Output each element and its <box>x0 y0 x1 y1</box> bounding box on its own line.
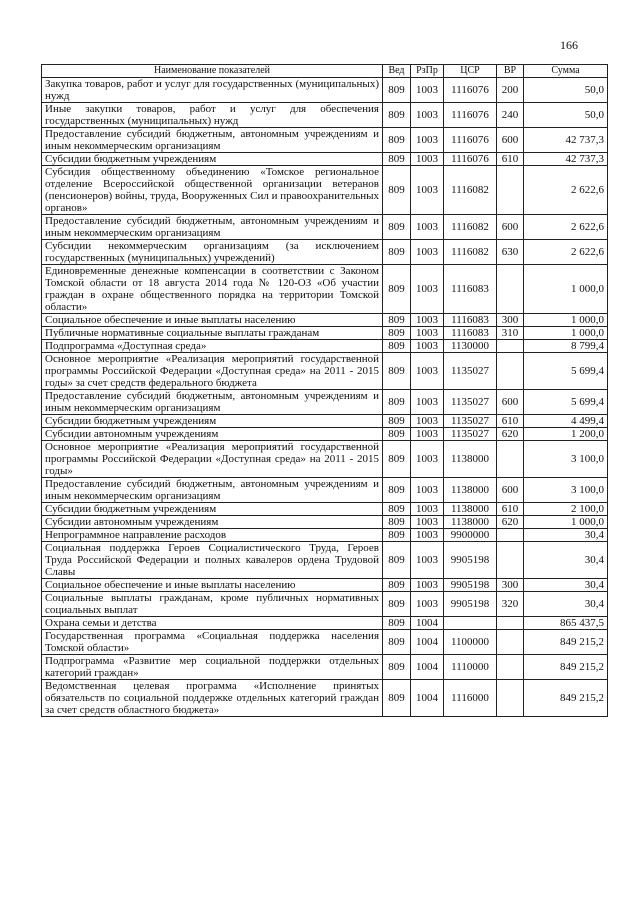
cell-ved: 809 <box>383 353 411 390</box>
cell-vr: 600 <box>497 128 524 153</box>
table-row <box>42 415 608 428</box>
cell-sum: 8 799,4 <box>524 340 608 353</box>
cell-sum: 2 622,6 <box>524 240 608 265</box>
cell-vr <box>497 353 524 390</box>
cell-vr <box>497 630 524 655</box>
cell-rzpr: 1003 <box>411 478 444 503</box>
cell-ved: 809 <box>383 390 411 415</box>
cell-ved: 809 <box>383 78 411 103</box>
cell-name: Социальное обеспечение и иные выплаты населению <box>42 314 383 327</box>
cell-sum: 1 000,0 <box>524 265 608 314</box>
cell-rzpr: 1003 <box>411 340 444 353</box>
cell-csr: 1135027 <box>444 428 497 441</box>
cell-name: Охрана семьи и детства <box>42 617 383 630</box>
cell-ved: 809 <box>383 240 411 265</box>
cell-csr: 1116083 <box>444 265 497 314</box>
cell-rzpr: 1004 <box>411 680 444 717</box>
cell-vr: 300 <box>497 579 524 592</box>
cell-rzpr: 1003 <box>411 166 444 215</box>
cell-sum: 2 622,6 <box>524 215 608 240</box>
cell-ved: 809 <box>383 166 411 215</box>
cell-sum: 30,4 <box>524 529 608 542</box>
cell-sum: 30,4 <box>524 542 608 579</box>
cell-vr <box>497 680 524 717</box>
table-row <box>42 680 608 717</box>
cell-name: Основное мероприятие «Реализация мероприятий государственной программы Российской Федерации «Доступная среда» на 2011 - 2015 годы» за счет средств федерального бюджета <box>42 353 383 390</box>
cell-ved: 809 <box>383 415 411 428</box>
cell-csr: 1116082 <box>444 166 497 215</box>
cell-vr: 610 <box>497 503 524 516</box>
cell-sum: 2 622,6 <box>524 166 608 215</box>
header-vr: ВР <box>497 65 524 78</box>
table-header-row <box>42 65 608 78</box>
cell-ved: 809 <box>383 441 411 478</box>
cell-sum: 849 215,2 <box>524 680 608 717</box>
table-row <box>42 314 608 327</box>
cell-csr: 1110000 <box>444 655 497 680</box>
cell-rzpr: 1003 <box>411 592 444 617</box>
cell-sum: 2 100,0 <box>524 503 608 516</box>
cell-sum: 865 437,5 <box>524 617 608 630</box>
table-row <box>42 478 608 503</box>
cell-ved: 809 <box>383 630 411 655</box>
cell-name: Социальная поддержка Героев Социалистического Труда, Героев Труда Российской Федерации и полных кавалеров ордена Трудовой Славы <box>42 542 383 579</box>
table-row <box>42 353 608 390</box>
cell-csr: 1116076 <box>444 153 497 166</box>
cell-csr: 1116076 <box>444 103 497 128</box>
cell-vr <box>497 340 524 353</box>
cell-rzpr: 1003 <box>411 529 444 542</box>
cell-rzpr: 1003 <box>411 314 444 327</box>
table-row <box>42 78 608 103</box>
cell-sum: 1 200,0 <box>524 428 608 441</box>
cell-csr: 1116083 <box>444 314 497 327</box>
table-row <box>42 516 608 529</box>
cell-vr: 620 <box>497 428 524 441</box>
cell-name: Единовременные денежные компенсации в соответствии с Законом Томской области от 18 августа 2014 года № 120-ОЗ «Об участии граждан в охране общественного порядка на территории Томской области» <box>42 265 383 314</box>
cell-vr: 600 <box>497 478 524 503</box>
cell-name: Социальное обеспечение и иные выплаты населению <box>42 579 383 592</box>
cell-rzpr: 1003 <box>411 327 444 340</box>
cell-sum: 849 215,2 <box>524 630 608 655</box>
budget-table <box>41 64 608 717</box>
cell-name: Субсидии автономным учреждениям <box>42 516 383 529</box>
cell-csr: 9900000 <box>444 529 497 542</box>
page-number: 166 <box>560 38 578 52</box>
cell-name: Подпрограмма «Развитие мер социальной поддержки отдельных категорий граждан» <box>42 655 383 680</box>
cell-csr: 9905198 <box>444 542 497 579</box>
table-row <box>42 428 608 441</box>
cell-rzpr: 1003 <box>411 441 444 478</box>
cell-vr: 610 <box>497 415 524 428</box>
cell-name: Предоставление субсидий бюджетным, автономным учреждениям и иным некоммерческим организациям <box>42 478 383 503</box>
cell-vr: 600 <box>497 390 524 415</box>
cell-ved: 809 <box>383 327 411 340</box>
cell-ved: 809 <box>383 340 411 353</box>
cell-vr <box>497 617 524 630</box>
cell-vr: 200 <box>497 78 524 103</box>
cell-csr: 1116000 <box>444 680 497 717</box>
table-row <box>42 592 608 617</box>
cell-name: Основное мероприятие «Реализация мероприятий государственной программы Российской Федерации «Доступная среда» на 2011 - 2015 годы» <box>42 441 383 478</box>
cell-csr: 9905198 <box>444 579 497 592</box>
cell-sum: 30,4 <box>524 592 608 617</box>
cell-name: Субсидии бюджетным учреждениям <box>42 503 383 516</box>
cell-csr: 1116082 <box>444 240 497 265</box>
cell-ved: 809 <box>383 503 411 516</box>
cell-sum: 42 737,3 <box>524 153 608 166</box>
table-row <box>42 529 608 542</box>
cell-sum: 3 100,0 <box>524 441 608 478</box>
cell-vr <box>497 441 524 478</box>
cell-ved: 809 <box>383 680 411 717</box>
cell-csr: 1138000 <box>444 503 497 516</box>
cell-rzpr: 1003 <box>411 265 444 314</box>
header-name: Наименование показателей <box>42 65 383 78</box>
table-body <box>42 78 608 717</box>
header-rzpr: РзПр <box>411 65 444 78</box>
cell-vr: 300 <box>497 314 524 327</box>
cell-rzpr: 1003 <box>411 390 444 415</box>
cell-ved: 809 <box>383 314 411 327</box>
cell-name: Предоставление субсидий бюджетным, автономным учреждениям и иным некоммерческим организациям <box>42 215 383 240</box>
table-row <box>42 503 608 516</box>
cell-rzpr: 1003 <box>411 516 444 529</box>
cell-name: Предоставление субсидий бюджетным, автономным учреждениям и иным некоммерческим организациям <box>42 128 383 153</box>
cell-name: Субсидии бюджетным учреждениям <box>42 153 383 166</box>
cell-name: Ведомственная целевая программа «Исполнение принятых обязательств по социальной поддержке отдельных категорий граждан за счет средств областного бюджета» <box>42 680 383 717</box>
table-row <box>42 441 608 478</box>
cell-vr: 630 <box>497 240 524 265</box>
cell-ved: 809 <box>383 516 411 529</box>
cell-ved: 809 <box>383 592 411 617</box>
cell-sum: 50,0 <box>524 103 608 128</box>
cell-vr: 240 <box>497 103 524 128</box>
cell-rzpr: 1003 <box>411 353 444 390</box>
table-row <box>42 128 608 153</box>
cell-name: Государственная программа «Социальная поддержка населения Томской области» <box>42 630 383 655</box>
cell-ved: 809 <box>383 215 411 240</box>
cell-name: Социальные выплаты гражданам, кроме публичных нормативных социальных выплат <box>42 592 383 617</box>
header-ved: Вед <box>383 65 411 78</box>
cell-name: Субсидии бюджетным учреждениям <box>42 415 383 428</box>
table-row <box>42 265 608 314</box>
cell-vr <box>497 529 524 542</box>
cell-csr: 1100000 <box>444 630 497 655</box>
cell-csr: 1135027 <box>444 390 497 415</box>
cell-name: Публичные нормативные социальные выплаты гражданам <box>42 327 383 340</box>
cell-ved: 809 <box>383 128 411 153</box>
cell-sum: 42 737,3 <box>524 128 608 153</box>
cell-vr: 310 <box>497 327 524 340</box>
cell-csr: 1135027 <box>444 415 497 428</box>
table-row <box>42 542 608 579</box>
table-row <box>42 153 608 166</box>
cell-rzpr: 1003 <box>411 153 444 166</box>
cell-name: Закупка товаров, работ и услуг для государственных (муниципальных) нужд <box>42 78 383 103</box>
cell-name: Подпрограмма «Доступная среда» <box>42 340 383 353</box>
table-row <box>42 215 608 240</box>
cell-rzpr: 1004 <box>411 617 444 630</box>
cell-sum: 1 000,0 <box>524 516 608 529</box>
table-row <box>42 579 608 592</box>
cell-ved: 809 <box>383 655 411 680</box>
cell-sum: 849 215,2 <box>524 655 608 680</box>
cell-rzpr: 1003 <box>411 78 444 103</box>
cell-csr: 1138000 <box>444 441 497 478</box>
table-row <box>42 240 608 265</box>
cell-ved: 809 <box>383 542 411 579</box>
cell-rzpr: 1003 <box>411 240 444 265</box>
table-row <box>42 327 608 340</box>
table-row <box>42 103 608 128</box>
cell-csr: 1116076 <box>444 78 497 103</box>
cell-ved: 809 <box>383 579 411 592</box>
table-row <box>42 655 608 680</box>
cell-name: Субсидии некоммерческим организациям (за исключением государственных (муниципальных) учреждений) <box>42 240 383 265</box>
cell-ved: 809 <box>383 529 411 542</box>
cell-vr: 620 <box>497 516 524 529</box>
cell-csr: 1116082 <box>444 215 497 240</box>
cell-csr: 1116083 <box>444 327 497 340</box>
cell-name: Непрограммное направление расходов <box>42 529 383 542</box>
table-row <box>42 617 608 630</box>
header-csr: ЦСР <box>444 65 497 78</box>
cell-rzpr: 1003 <box>411 428 444 441</box>
cell-name: Предоставление субсидий бюджетным, автономным учреждениям и иным некоммерческим организациям <box>42 390 383 415</box>
table-row <box>42 630 608 655</box>
cell-rzpr: 1003 <box>411 128 444 153</box>
cell-csr: 1130000 <box>444 340 497 353</box>
cell-rzpr: 1003 <box>411 415 444 428</box>
cell-rzpr: 1003 <box>411 503 444 516</box>
cell-rzpr: 1003 <box>411 542 444 579</box>
cell-vr <box>497 542 524 579</box>
cell-vr <box>497 166 524 215</box>
cell-csr: 1138000 <box>444 516 497 529</box>
cell-sum: 1 000,0 <box>524 314 608 327</box>
cell-sum: 3 100,0 <box>524 478 608 503</box>
cell-vr: 610 <box>497 153 524 166</box>
cell-csr: 9905198 <box>444 592 497 617</box>
cell-sum: 5 699,4 <box>524 390 608 415</box>
cell-sum: 1 000,0 <box>524 327 608 340</box>
cell-ved: 809 <box>383 478 411 503</box>
cell-ved: 809 <box>383 428 411 441</box>
cell-sum: 50,0 <box>524 78 608 103</box>
cell-name: Субсидия общественному объединению «Томское региональное отделение Всероссийской общественной организации ветеранов (пенсионеров) войны, труда, Вооруженных Сил и правоохранительных органов» <box>42 166 383 215</box>
cell-name: Субсидии автономным учреждениям <box>42 428 383 441</box>
cell-sum: 30,4 <box>524 579 608 592</box>
cell-vr: 600 <box>497 215 524 240</box>
cell-rzpr: 1004 <box>411 655 444 680</box>
cell-sum: 5 699,4 <box>524 353 608 390</box>
cell-ved: 809 <box>383 617 411 630</box>
table-row <box>42 340 608 353</box>
cell-rzpr: 1003 <box>411 103 444 128</box>
cell-ved: 809 <box>383 265 411 314</box>
cell-rzpr: 1004 <box>411 630 444 655</box>
header-sum: Сумма <box>524 65 608 78</box>
cell-ved: 809 <box>383 103 411 128</box>
cell-vr <box>497 655 524 680</box>
cell-vr: 320 <box>497 592 524 617</box>
cell-csr: 1135027 <box>444 353 497 390</box>
cell-csr <box>444 617 497 630</box>
cell-name: Иные закупки товаров, работ и услуг для обеспечения государственных (муниципальных) нужд <box>42 103 383 128</box>
table-row <box>42 166 608 215</box>
cell-rzpr: 1003 <box>411 579 444 592</box>
cell-sum: 4 499,4 <box>524 415 608 428</box>
cell-vr <box>497 265 524 314</box>
cell-csr: 1138000 <box>444 478 497 503</box>
cell-rzpr: 1003 <box>411 215 444 240</box>
cell-ved: 809 <box>383 153 411 166</box>
table-row <box>42 390 608 415</box>
cell-csr: 1116076 <box>444 128 497 153</box>
